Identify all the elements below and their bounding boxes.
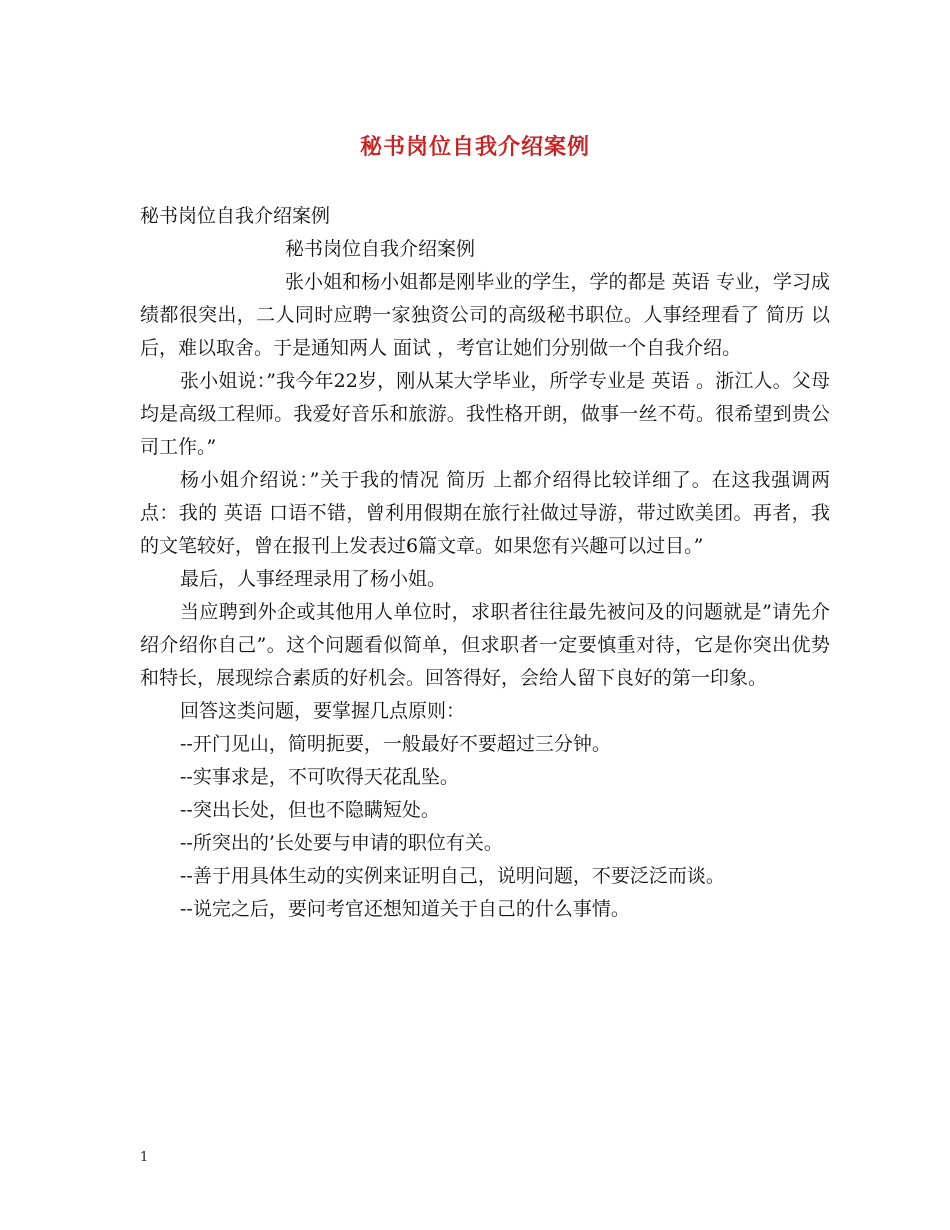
page-number: 1 xyxy=(140,1150,149,1165)
list-item: --善于用具体生动的实例来证明自己，说明问题，不要泛泛而谈。 xyxy=(180,865,725,887)
list-item: --突出长处，但也不隐瞒短处。 xyxy=(180,799,440,821)
list-item: --说完之后，要问考官还想知道关于自己的什么事情。 xyxy=(180,898,630,920)
sub-heading: 秘书岗位自我介绍案例 xyxy=(285,238,476,260)
list-item: --开门见山，简明扼要，一般最好不要超过三分钟。 xyxy=(180,733,611,755)
heading-line: 秘书岗位自我介绍案例 xyxy=(140,205,331,227)
paragraph-principles: 回答这类问题，要掌握几点原则： xyxy=(180,700,466,722)
paragraph-advice: 当应聘到外企或其他用人单位时，求职者往往最先被问及的问题就是”请先介绍介绍你自己”。这个问题看似简单，但求职者一定要慎重对待，它是你突出优势和特长，展现综合素质的好机会。回答得好，会给人留下良好的第一印象。 xyxy=(140,601,830,689)
paragraph-yang: 杨小姐介绍说：”关于我的情况 简历 上都介绍得比较详细了。在这我强调两点：我的 英语 口语不错，曾利用假期在旅行社做过导游，带过欧美团。再者，我的文笔较好，曾在报刊上发表过6篇文章。如果您有兴趣可以过目。” xyxy=(140,469,830,557)
document-body xyxy=(140,200,830,926)
paragraph-zhang: 张小姐说：”我今年22岁，刚从某大学毕业，所学专业是 英语 。浙江人。父母均是高级工程师。我爱好音乐和旅游。我性格开朗，做事一丝不苟。很希望到贵公司工作。” xyxy=(140,370,830,458)
list-item: --所突出的’长处要与申请的职位有关。 xyxy=(180,832,503,854)
paragraph-intro: 张小姐和杨小姐都是刚毕业的学生，学的都是 英语 专业，学习成绩都很突出，二人同时应聘一家独资公司的高级秘书职位。人事经理看了 简历 以后，难以取舍。于是通知两人 面试 ，考官让她们分别做一个自我介绍。 xyxy=(140,271,830,359)
list-item: --实事求是，不可吹得天花乱坠。 xyxy=(180,766,459,788)
paragraph-result: 最后，人事经理录用了杨小姐。 xyxy=(180,568,447,590)
document-title: 秘书岗位自我介绍案例 xyxy=(359,134,590,160)
